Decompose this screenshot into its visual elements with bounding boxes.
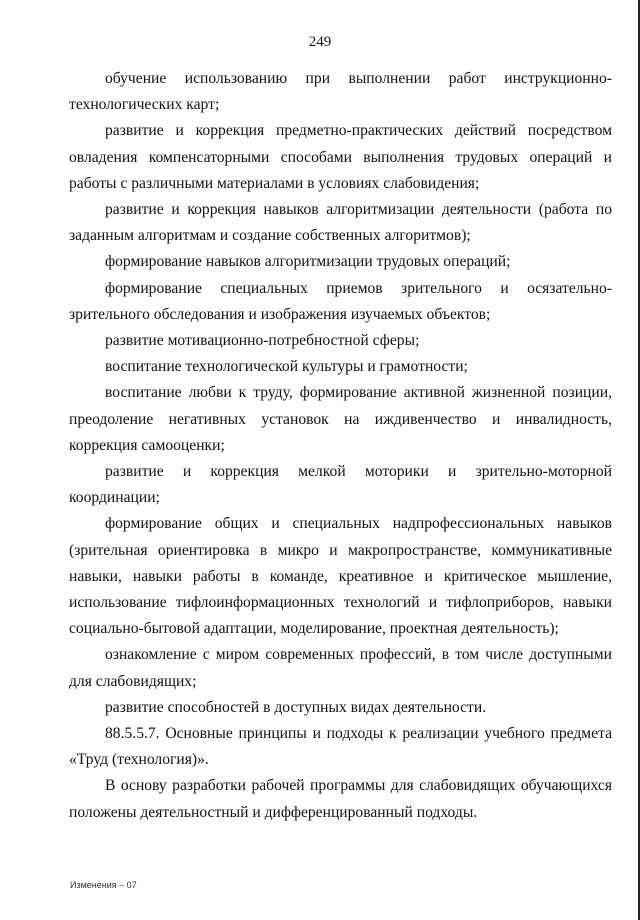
section-heading-paragraph: 88.5.5.7. Основные принципы и подходы к реализации учебного предмета «Труд (технология)». [69, 725, 612, 769]
paragraph: развитие и коррекция предметно-практических действий посредством овладения компенсаторными способами выполнения трудовых операций и работы с различными материалами в условиях слабовидения; [69, 122, 612, 192]
paragraph: ознакомление с миром современных профессий, в том числе доступными для слабовидящих; [69, 646, 612, 690]
paragraph: воспитание технологической культуры и грамотности; [105, 358, 468, 376]
paragraph: воспитание любви к труду, формирование активной жизненной позиции, преодоление негативных установок на иждивенчество и инвалидность, коррекция самооценки; [69, 384, 612, 454]
paragraph: формирование специальных приемов зрительного и осязательно-зрительного обследования и изображения изучаемых объектов; [69, 279, 612, 323]
paragraph: формирование общих и специальных надпрофессиональных навыков (зрительная ориентировка в микро и макропространстве, коммуникативные навыки, навыки работы в команде, креативное и критическое мышление, использование тифлоинформационных технологий и тифлоприборов, навыки социально-бытовой адаптации, моделирование, проектная деятельность); [69, 515, 612, 638]
paragraph: развитие и коррекция навыков алгоритмизации деятельности (работа по заданным алгоритмам и создание собственных алгоритмов); [69, 201, 612, 245]
page-body [69, 66, 612, 826]
footer-note: Изменения – 07 [70, 880, 137, 890]
paragraph: обучение использованию при выполнении работ инструкционно-технологических карт; [69, 70, 612, 114]
paragraph: развитие мотивационно-потребностной сферы; [105, 332, 420, 350]
page-number: 249 [308, 34, 332, 50]
paragraph: развитие и коррекция мелкой моторики и зрительно-моторной координации; [69, 463, 612, 507]
paragraph: развитие способностей в доступных видах деятельности. [105, 698, 487, 716]
paragraph: В основу разработки рабочей программы для слабовидящих обучающихся положены деятельностный и дифференцированный подходы. [69, 777, 612, 821]
paragraph: формирование навыков алгоритмизации трудовых операций; [105, 253, 511, 271]
